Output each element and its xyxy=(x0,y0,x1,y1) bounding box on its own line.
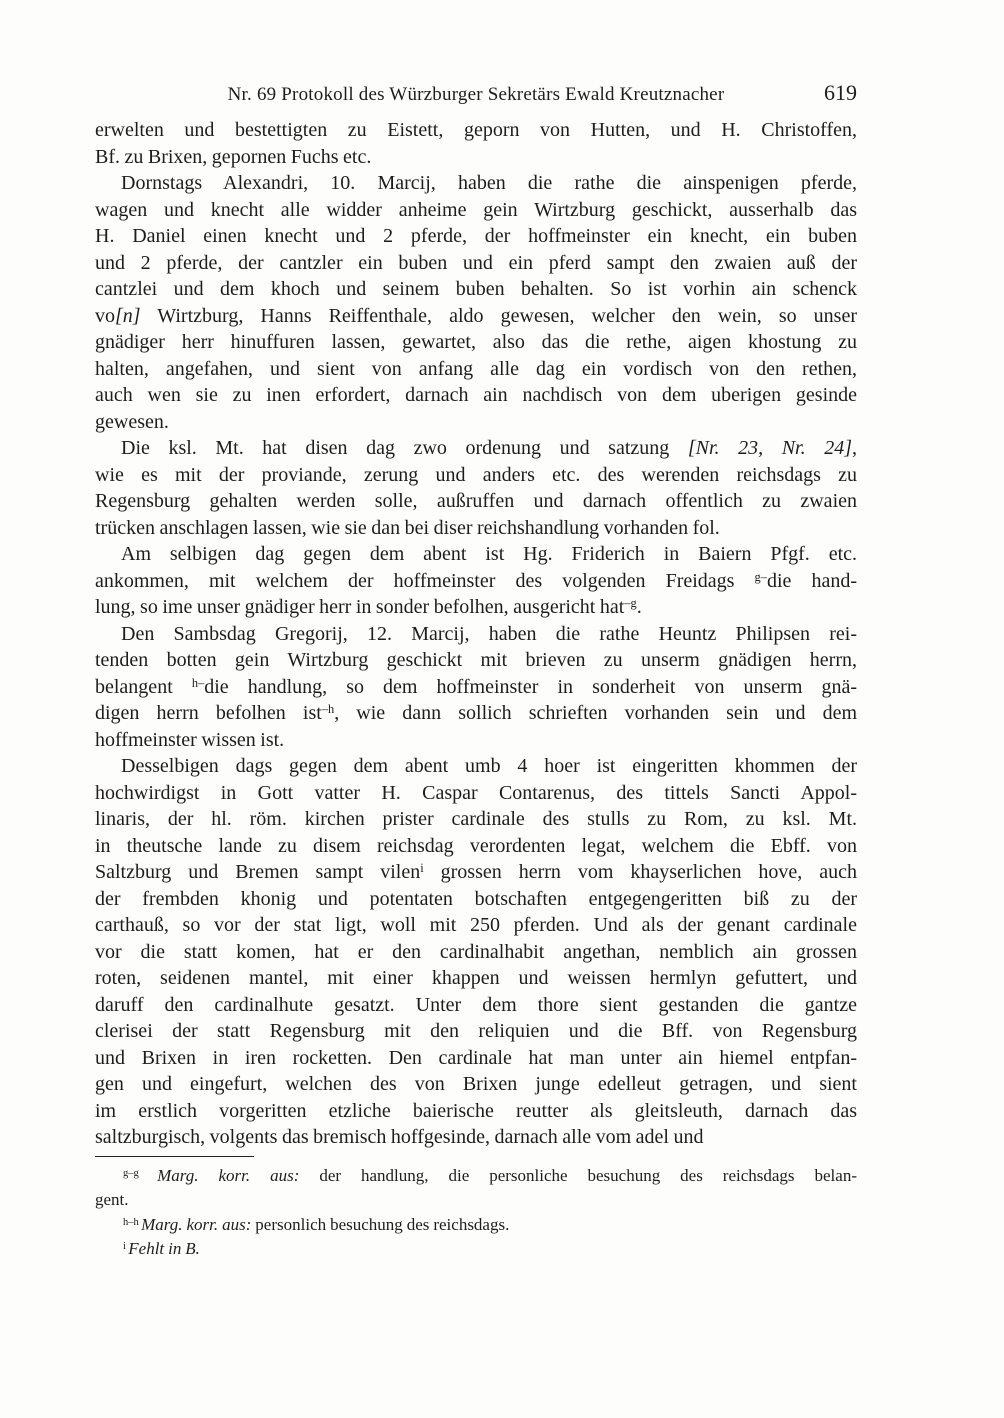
text-line: auch wen sie zu inen erfordert, darnach ain nachdisch von dem uberigen gesinde xyxy=(95,384,857,406)
footnote-rule xyxy=(95,1156,254,1157)
text-line: vo[n] Wirtzburg, Hanns Reiffenthale, aldo gewesen, welcher den wein, so unser xyxy=(95,304,857,327)
text-line: linaris, der hl. röm. kirchen prister cardinale des stulls zu Rom, zu ksl. Mt. xyxy=(95,808,857,830)
text-line: erwelten und bestettigten zu Eistett, geporn von Hutten, und H. Christoffen, xyxy=(95,119,857,141)
text-line: und Brixen in iren rocketten. Den cardinale hat man unter ain hiemel entpfan- xyxy=(95,1046,857,1069)
text-line: $^{g-g}$ Marg. korr. aus: der handlung, die personliche besuchung des reichsdags belan- xyxy=(123,1165,857,1185)
text-line: Dornstags Alexandri, 10. Marcij, haben die rathe die ainspenigen pferde, xyxy=(121,172,857,194)
italic-text: Marg. korr. aus: xyxy=(141,1214,252,1234)
text-line: belangent $^{h-}$die handlung, so dem hoffmeinster in sonderheit von unserm gnä- xyxy=(95,675,857,698)
text-line: Regensburg gehalten werden solle, außruffen und darnach offentlich zu zwaien xyxy=(95,490,857,512)
apparatus-marker: h–h xyxy=(123,1216,142,1228)
footnote-item xyxy=(95,1213,857,1238)
text-line: hochwirdigst in Gott vatter H. Caspar Contarenus, des tittels Sancti Appol- xyxy=(95,781,857,804)
italic-text: [Nr. 23, Nr. 24] xyxy=(687,437,852,459)
text-line: Desselbigen dags gegen dem abent umb 4 hoer ist eingeritten khommen der xyxy=(121,755,857,777)
text-line: Saltzburg und Bremen sampt vilen$^i$ grossen herrn vom khayserlichen hove, auch xyxy=(95,861,857,883)
apparatus-marker: g–g xyxy=(123,1167,158,1179)
text-line: $^{h-h}$ Marg. korr. aus: personlich besuchung des reichsdags. xyxy=(123,1214,510,1234)
footnotes xyxy=(95,1164,857,1262)
text-line: vor die statt komen, hat er den cardinalhabit angethan, nemblich ain grossen xyxy=(95,940,857,963)
text-line: Am selbigen dag gegen dem abent ist Hg. Friderich in Baiern Pfgf. etc. xyxy=(121,543,857,565)
apparatus-marker: i xyxy=(123,1240,129,1252)
text-line: und 2 pferde, der cantzler ein buben und ein pferd sampt den zwaien auß der xyxy=(95,251,857,274)
text-line xyxy=(95,1237,857,1262)
text-line: Die ksl. Mt. hat disen dag zwo ordenung und satzung [Nr. 23, Nr. 24], xyxy=(121,437,857,459)
text-line: cantzlei und dem khoch und seinem buben behalten. So ist vorhin ain schenck xyxy=(95,278,857,300)
text-line: trücken anschlagen lassen, wie sie dan bei diser reichshandlung vorhanden fol. xyxy=(95,516,720,539)
paragraph xyxy=(95,753,857,1151)
italic-text: [n] xyxy=(115,304,141,327)
text-line: ankommen, mit welchem der hoffmeinster des volgenden Freidags $^{g-}$die hand- xyxy=(95,569,857,592)
text-line: saltzburgisch, volgents das bremisch hoffgesinde, darnach alle vom adel und xyxy=(95,1126,704,1148)
text-column xyxy=(95,82,857,1262)
text-line: gewesen. xyxy=(95,410,169,433)
text-line: hoffmeinster wissen ist. xyxy=(95,728,285,751)
apparatus-marker: –h xyxy=(321,702,335,717)
text-line: tenden botten gein Wirtzburg geschickt mit brieven zu unserm gnädigen herrn, xyxy=(95,649,857,671)
apparatus-marker: g– xyxy=(754,569,767,584)
running-head xyxy=(95,82,857,108)
italic-text: Marg. korr. aus: xyxy=(157,1165,300,1185)
footnote-item xyxy=(95,1164,857,1213)
paragraph xyxy=(95,541,857,621)
paragraph xyxy=(95,435,857,541)
italic-text: Fehlt in B. xyxy=(128,1239,200,1258)
paragraph xyxy=(95,117,857,170)
text-line: daruff den cardinalhute gesatzt. Unter dem thore sient gestanden die gantze xyxy=(95,993,857,1016)
text-line: gen und eingefurt, welchen des von Brixen junge edelleut getragen, und sient xyxy=(95,1073,857,1095)
text-line: Den Sambsdag Gregorij, 12. Marcij, haben die rathe Heuntz Philipsen rei- xyxy=(121,622,857,645)
body-text xyxy=(95,117,857,1151)
text-line: im erstlich vorgeritten etzliche baierische reutter als gleitsleuth, darnach das xyxy=(95,1099,857,1122)
text-line: clerisei der statt Regensburg mit den reliquien und die Bff. von Regensburg xyxy=(95,1020,857,1042)
apparatus-marker: i xyxy=(420,861,424,876)
text-line: roten, seidenen mantel, mit einer khappen und weissen hermlyn gefuttert, und xyxy=(95,967,857,989)
paragraph xyxy=(95,170,857,435)
text-line: halten, angefahen, und sient von anfang alle dag ein vordisch von den rethen, xyxy=(95,357,857,380)
text-line: H. Daniel einen knecht und 2 pferde, der hoffmeinster ein knecht, ein buben xyxy=(95,225,857,247)
text-line: wagen und knecht alle widder anheime gein Wirtzburg geschickt, ausserhalb das xyxy=(95,198,857,221)
text-line: in theutsche lande zu disem reichsdag verordenten legat, welchem die Ebff. von xyxy=(95,834,857,857)
text-line: carthauß, so vor der stat ligt, woll mit 250 pferden. Und als der genant cardinale xyxy=(95,914,857,936)
paragraph xyxy=(95,621,857,754)
apparatus-marker: h– xyxy=(191,675,205,690)
running-title: Nr. 69 Protokoll des Würzburger Sekretärs Ewald Kreutznacher xyxy=(227,84,725,105)
footnote-item xyxy=(95,1237,857,1262)
text-line: der frembden khonig und potentaten botschaften entgegengeritten biß zu der xyxy=(95,887,857,910)
text-line: Bf. zu Brixen, gepornen Fuchs etc. xyxy=(95,145,372,168)
text-line: gnädiger herr hinuffuren lassen, gewartet, also das die rethe, aigen khostung zu xyxy=(95,331,857,353)
text-line: lung, so ime unser gnädiger herr in sonder befolhen, ausgericht hat$^{-g}$. xyxy=(95,596,642,618)
text-line: digen herrn befolhen ist$^{-h}$, wie dann sollich schrieften vorhanden sein und dem xyxy=(95,702,858,724)
apparatus-marker: –g xyxy=(624,596,637,611)
text-line: wie es mit der proviande, zerung und anders etc. des werenden reichsdags zu xyxy=(95,463,857,486)
text-line: gent. xyxy=(95,1190,129,1209)
page-number: 619 xyxy=(824,80,857,105)
